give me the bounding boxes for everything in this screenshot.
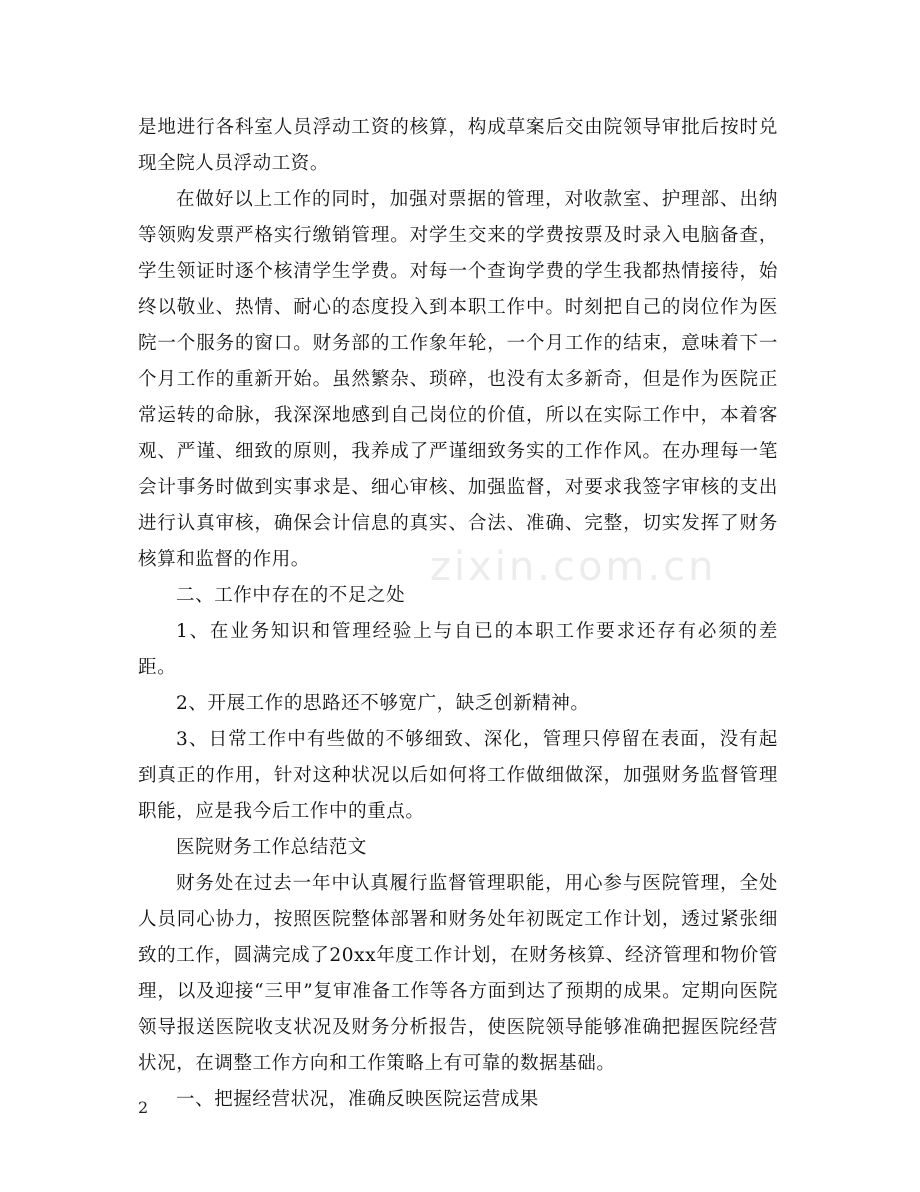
section-title-sample: 医院财务工作总结范文 [176, 837, 368, 858]
paragraph-finance-overview: 财务处在过去一年中认真履行监督管理职能，用心参与医院管理，全处人员同心协力，按照医院整体部署和财务处年初既定工作计划，透过紧张细致的工作，圆满完成了20xx年度工作计划，在财务核算、经济管理和物价管理，以及迎接“三甲”复审准备工作等各方面到达了预期的成果。定期向医院领导报送医院收支状况及财务分析报告，使医院领导能够准确把握医院经营状况，在调整工作方向和工作策略上有可靠的数据基础。 [138, 873, 778, 1074]
paragraph-receipt-management: 在做好以上工作的同时，加强对票据的管理，对收款室、护理部、出纳等领购发票严格实行缴销管理。对学生交来的学费按票及时录入电脑备查，学生领证时逐个核清学生学费。对每一个查询学费的学生我都热情接待，始终以敬业、热情、耐心的态度投入到本职工作中。时刻把自己的岗位作为医院一个服务的窗口。财务部的工作象年轮，一个月工作的结束，意味着下一个月工作的重新开始。虽然繁杂、琐碎，也没有太多新奇，但是作为医院正常运转的命脉，我深深地感到自己岗位的价值，所以在实际工作中，本着客观、严谨、细致的原则，我养成了严谨细致务实的工作作风。在办理每一笔会计事务时做到实事求是、细心审核、加强监督，对要求我签字审核的支出进行认真审核，确保会计信息的真实、合法、准确、完整，切实发挥了财务核算和监督的作用。 [138, 189, 778, 570]
watermark: zixin.com.cn [430, 544, 717, 590]
list-item-3: 3、日常工作中有些做的不够细致、深化，管理只停留在表面，没有起到真正的作用，针对这种状况以后如何将工作做细做深，加强财务监督管理职能，应是我今后工作中的重点。 [138, 729, 778, 822]
list-item-1: 1、在业务知识和管理经验上与自已的本职工作要求还存有必须的差距。 [138, 621, 778, 678]
list-item-2: 2、开展工作的思路还不够宽广，缺乏创新精神。 [176, 693, 590, 714]
paragraph-continuation: 是地进行各科室人员浮动工资的核算，构成草案后交由院领导审批后按时兑现全院人员浮动工资。 [138, 117, 778, 174]
page-number: 2 [138, 1098, 149, 1117]
section-heading-operations: 一、把握经营状况，准确反映医院运营成果 [176, 1089, 539, 1110]
section-heading-shortcomings: 二、工作中存在的不足之处 [176, 585, 406, 606]
document-body [138, 110, 778, 1118]
